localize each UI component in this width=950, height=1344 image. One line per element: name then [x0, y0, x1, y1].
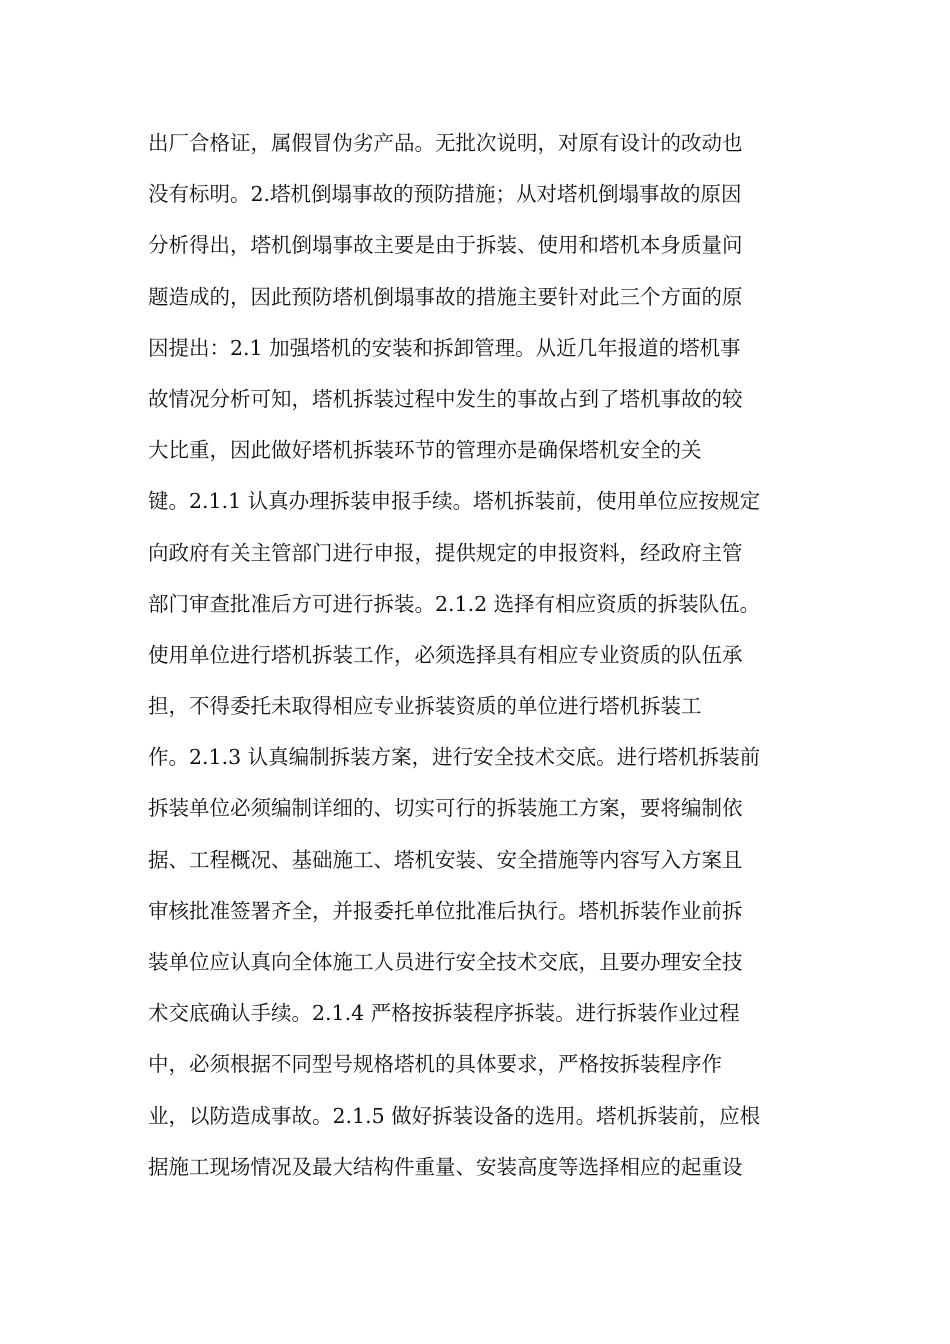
- text-line: 使用单位进行塔机拆装工作，必须选择具有相应专业资质的队伍承: [148, 642, 743, 667]
- body-text: [148, 118, 808, 1193]
- text-line: 术交底确认手续。2.1.4 严格按拆装程序拆装。进行拆装作业过程: [148, 1001, 740, 1026]
- text-line: 键。2.1.1 认真办理拆装申报手续。塔机拆装前，使用单位应按规定: [148, 489, 761, 514]
- text-line: 装单位应认真向全体施工人员进行安全技术交底，且要办理安全技: [148, 950, 743, 974]
- text-line: 出厂合格证，属假冒伪劣产品。无批次说明，对原有设计的改动也: [148, 131, 743, 155]
- text-line: 担，不得委托未取得相应专业拆装资质的单位进行塔机拆装工: [148, 694, 702, 719]
- text-line: 中，必须根据不同型号规格塔机的具体要求，严格按拆装程序作: [148, 1052, 722, 1077]
- text-line: 大比重，因此做好塔机拆装环节的管理亦是确保塔机安全的关: [148, 438, 702, 463]
- text-line: 作。2.1.3 认真编制拆装方案，进行安全技术交底。进行塔机拆装前: [148, 745, 761, 770]
- text-line: 审核批准签署齐全，并报委托单位批准后执行。塔机拆装作业前拆: [148, 898, 743, 923]
- text-line: 据施工现场情况及最大结构件重量、安装高度等选择相应的起重设: [148, 1154, 743, 1179]
- text-line: 向政府有关主管部门进行申报，提供规定的申报资料，经政府主管: [148, 540, 743, 565]
- text-line: 因提出：2.1 加强塔机的安装和拆卸管理。从近几年报道的塔机事: [148, 335, 741, 360]
- text-line: 分析得出，塔机倒塌事故主要是由于拆装、使用和塔机本身质量问: [148, 233, 743, 258]
- text-line: 题造成的，因此预防塔机倒塌事故的措施主要针对此三个方面的原: [148, 284, 743, 309]
- text-line: 部门审查批准后方可进行拆装。2.1.2 选择有相应资质的拆装队伍。: [148, 591, 761, 616]
- text-line: 据、工程概况、基础施工、塔机安装、安全措施等内容写入方案且: [148, 847, 743, 872]
- text-line: 拆装单位必须编制详细的、切实可行的拆装施工方案，要将编制依: [148, 796, 743, 821]
- text-line: 业，以防造成事故。2.1.5 做好拆装设备的选用。塔机拆装前，应根: [148, 1103, 761, 1128]
- text-line: 没有标明。2.塔机倒塌事故的预防措施；从对塔机倒塌事故的原因: [148, 182, 742, 207]
- text-line: 故情况分析可知，塔机拆装过程中发生的事故占到了塔机事故的较: [148, 386, 743, 411]
